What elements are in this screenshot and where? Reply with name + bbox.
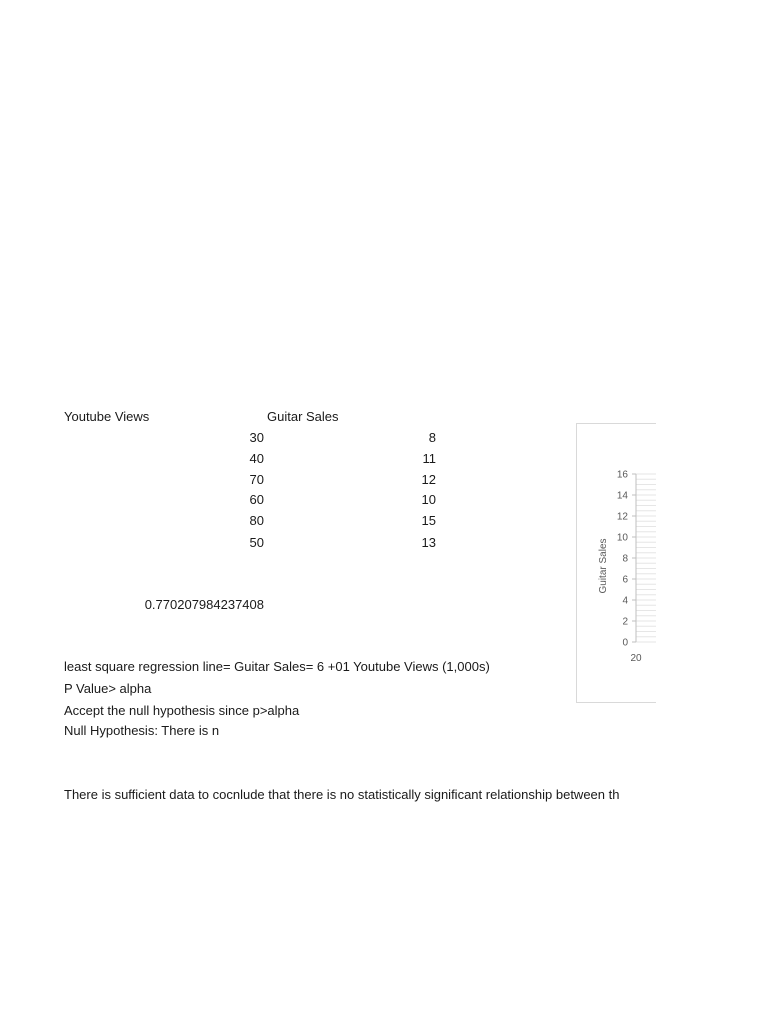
accept-null-note: Accept the null hypothesis since p>alpha bbox=[64, 703, 300, 718]
y-tick-label: 10 bbox=[616, 532, 628, 544]
chart-svg bbox=[577, 424, 656, 704]
cell-views-5: 80 bbox=[249, 513, 264, 528]
y-tick-label: 4 bbox=[622, 595, 628, 607]
y-axis-label: Guitar Sales bbox=[598, 538, 609, 594]
header-guitar-sales: Guitar Sales bbox=[267, 409, 339, 424]
cell-views-1: 30 bbox=[249, 430, 264, 445]
cell-sales-3: 12 bbox=[421, 472, 436, 487]
cell-sales-5: 15 bbox=[421, 513, 436, 528]
y-tick-label: 12 bbox=[616, 511, 628, 523]
null-hypothesis-note: Null Hypothesis: There is n bbox=[64, 723, 220, 738]
cell-sales-1: 8 bbox=[428, 430, 436, 445]
conclusion-note: There is sufficient data to cocnlude that there is no statistically significant relationship between th bbox=[64, 787, 620, 802]
y-tick-label: 6 bbox=[622, 574, 628, 586]
correlation-value: 0.770207984237408 bbox=[144, 597, 264, 612]
y-tick-label: 16 bbox=[616, 469, 628, 481]
y-tick-label: 0 bbox=[622, 637, 628, 649]
scatter-chart[interactable] bbox=[576, 423, 656, 703]
cell-sales-4: 10 bbox=[421, 492, 436, 507]
y-tick-label: 2 bbox=[622, 616, 628, 628]
y-tick-label: 8 bbox=[622, 553, 628, 565]
cell-views-4: 60 bbox=[249, 492, 264, 507]
cell-views-3: 70 bbox=[249, 472, 264, 487]
y-tick-label: 14 bbox=[616, 490, 628, 502]
y-axis-ticks bbox=[617, 470, 656, 649]
header-youtube-views: Youtube Views bbox=[64, 409, 150, 424]
regression-line-note: least square regression line= Guitar Sales= 6 +01 Youtube Views (1,000s) bbox=[64, 659, 490, 674]
cell-sales-6: 13 bbox=[421, 535, 436, 550]
x-tick-label-20: 20 bbox=[630, 653, 642, 664]
p-value-note: P Value> alpha bbox=[64, 681, 152, 696]
cell-sales-2: 11 bbox=[422, 451, 436, 466]
cell-views-2: 40 bbox=[249, 451, 264, 466]
cell-views-6: 50 bbox=[249, 535, 264, 550]
